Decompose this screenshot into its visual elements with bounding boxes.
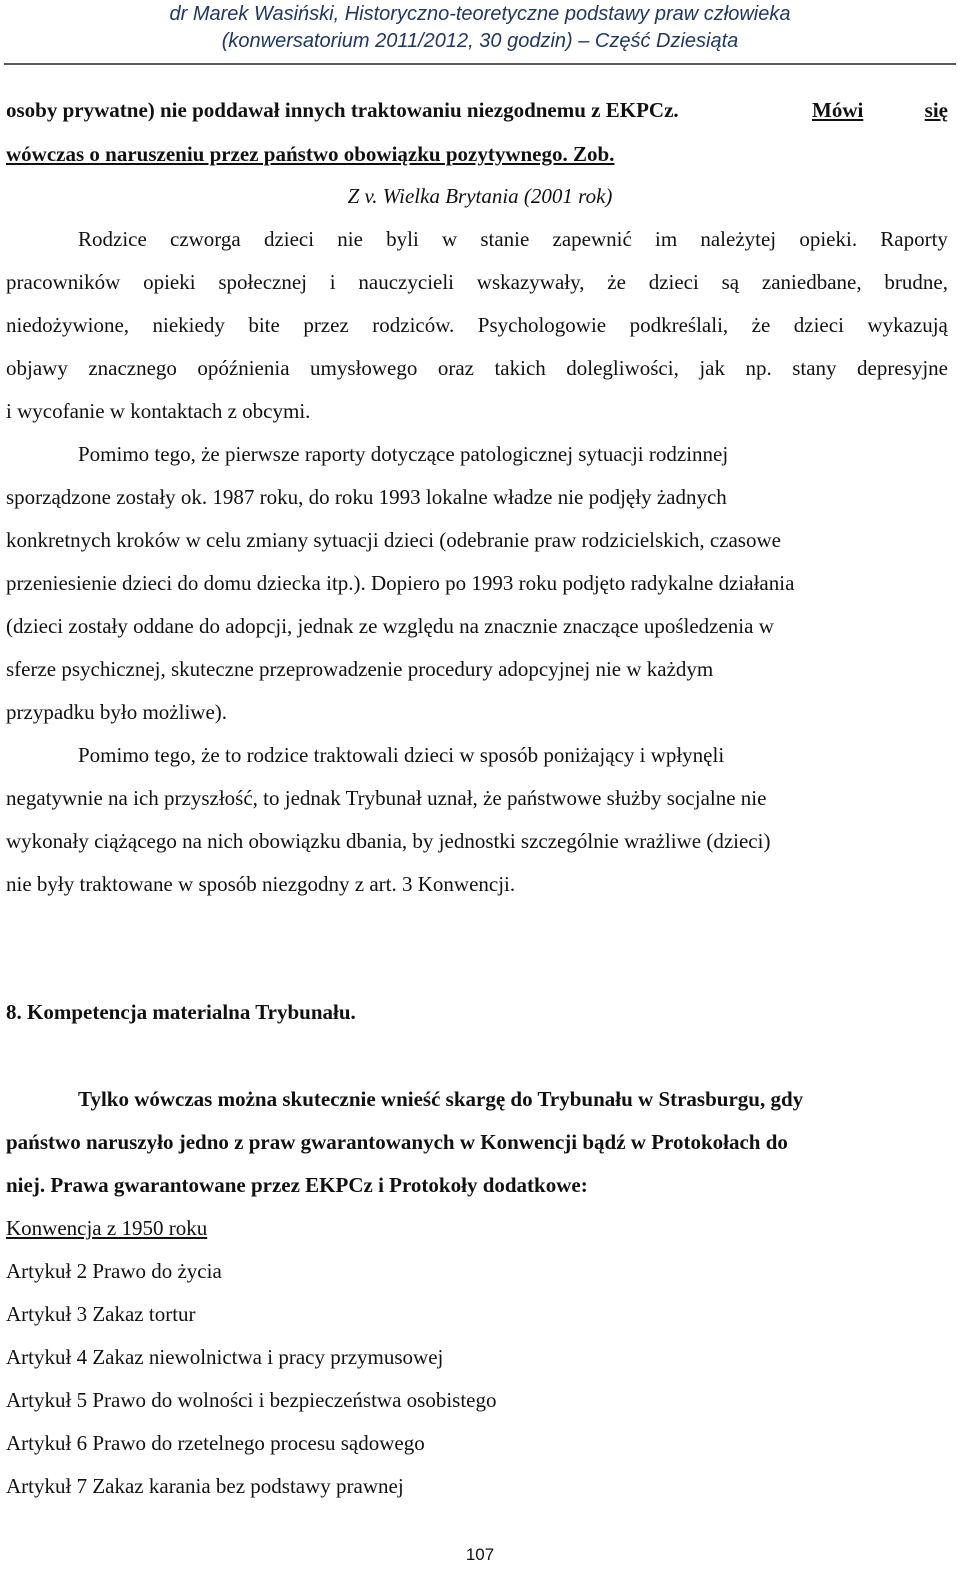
word: w bbox=[441, 227, 458, 251]
list-item: Artykuł 7 Zakaz karania bez podstawy prawnej bbox=[6, 1474, 404, 1498]
word: niedożywione, bbox=[6, 313, 130, 337]
word: im bbox=[654, 227, 678, 251]
word: zaniedbane, bbox=[761, 270, 862, 294]
word: i bbox=[329, 270, 336, 294]
header-line-2: (konwersatorium 2011/2012, 30 godzin) – Część Dziesiąta bbox=[221, 30, 739, 52]
text-line: Pomimo tego, że to rodzice traktowali dzieci w sposób poniżający i wpłynęli bbox=[78, 743, 725, 767]
word: Psychologowie bbox=[477, 313, 607, 337]
text-line bbox=[6, 268, 948, 296]
word: rodziców. bbox=[372, 313, 455, 337]
word: opieki bbox=[143, 270, 196, 294]
list-item: Artykuł 6 Prawo do rzetelnego procesu sądowego bbox=[6, 1431, 425, 1455]
section-heading: 8. Kompetencja materialna Trybunału. bbox=[6, 1000, 356, 1024]
word: społecznej bbox=[218, 270, 307, 294]
header-line-1: dr Marek Wasiński, Historyczno-teoretyczne podstawy praw człowieka bbox=[169, 3, 791, 25]
text-line: negatywnie na ich przyszłość, to jednak Trybunał uznał, że państwowe służby socjalne nie bbox=[6, 786, 767, 810]
word: umysłowego bbox=[310, 356, 418, 380]
word: dzieci bbox=[263, 227, 315, 251]
text-line: przeniesienie dzieci do domu dziecka itp.). Dopiero po 1993 roku podjęto radykalne działania bbox=[6, 571, 795, 595]
word: przez bbox=[303, 313, 349, 337]
word: dzieci bbox=[793, 313, 844, 337]
text-line: (dzieci zostały oddane do adopcji, jednak ze względu na znacznie znaczące upośledzenia w bbox=[6, 614, 774, 638]
word: takich bbox=[494, 356, 546, 380]
text-line bbox=[6, 96, 948, 124]
word: że bbox=[607, 270, 626, 294]
case-title: Z v. Wielka Brytania (2001 rok) bbox=[347, 184, 613, 208]
word: Raporty bbox=[880, 227, 948, 251]
word: brudne, bbox=[884, 270, 948, 294]
word: niekiedy bbox=[152, 313, 225, 337]
text-line: nie były traktowane w sposób niezgodny z art. 3 Konwencji. bbox=[6, 872, 516, 896]
page-number: 107 bbox=[465, 1545, 495, 1564]
text-fragment: osoby prywatne) nie poddawał innych traktowaniu niezgodnemu z EKPCz. bbox=[6, 98, 679, 122]
word: wskazywały, bbox=[476, 270, 585, 294]
word: wykazują bbox=[867, 313, 948, 337]
word: że bbox=[751, 313, 771, 337]
text-line: niej. Prawa gwarantowane przez EKPCz i Protokoły dodatkowe: bbox=[6, 1173, 588, 1197]
list-title: Konwencja z 1950 roku bbox=[6, 1216, 208, 1240]
word: bite bbox=[248, 313, 280, 337]
word: czworga bbox=[170, 227, 241, 251]
word: depresyjne bbox=[857, 356, 948, 380]
text-fragment-group bbox=[812, 96, 948, 124]
list-item: Artykuł 2 Prawo do życia bbox=[6, 1259, 222, 1283]
list-item: Artykuł 3 Zakaz tortur bbox=[6, 1302, 196, 1326]
word: objawy bbox=[6, 356, 68, 380]
word: zapewnić bbox=[552, 227, 632, 251]
word: pracowników bbox=[6, 270, 121, 294]
word: jak bbox=[699, 356, 725, 380]
text-line: państwo naruszyło jedno z praw gwarantowanych w Konwencji bądź w Protokołach do bbox=[6, 1130, 788, 1154]
text-fragment: Mówi bbox=[812, 98, 864, 122]
list-item: Artykuł 4 Zakaz niewolnictwa i pracy przymusowej bbox=[6, 1345, 444, 1369]
text-line bbox=[6, 225, 948, 253]
word: znacznego bbox=[88, 356, 177, 380]
word: stany bbox=[792, 356, 837, 380]
word: dzieci bbox=[648, 270, 699, 294]
word: nie bbox=[337, 227, 363, 251]
word: oraz bbox=[437, 356, 474, 380]
word: podkreślali, bbox=[629, 313, 729, 337]
text-line: sferze psychicznej, skuteczne przeprowadzenie procedury adopcyjnej nie w każdym bbox=[6, 657, 714, 681]
text-line bbox=[6, 311, 948, 339]
word: stanie bbox=[480, 227, 530, 251]
word: opóźnienia bbox=[197, 356, 290, 380]
word: należytej bbox=[700, 227, 777, 251]
list-item: Artykuł 5 Prawo do wolności i bezpieczeństwa osobistego bbox=[6, 1388, 497, 1412]
text-line: Tylko wówczas można skutecznie wnieść skargę do Trybunału w Strasburgu, gdy bbox=[78, 1087, 804, 1111]
word: byli bbox=[386, 227, 419, 251]
word: np. bbox=[745, 356, 772, 380]
text-line: przypadku było możliwe). bbox=[6, 700, 228, 724]
header-divider bbox=[4, 63, 956, 65]
text-line: konkretnych kroków w celu zmiany sytuacji dzieci (odebranie praw rodzicielskich, czasowe bbox=[6, 528, 781, 552]
word: opieki. bbox=[799, 227, 858, 251]
text-line: wykonały ciążącego na nich obowiązku dbania, by jednostki szczególnie wrażliwe (dzieci) bbox=[6, 829, 771, 853]
word: dolegliwości, bbox=[566, 356, 679, 380]
text-line: sporządzone zostały ok. 1987 roku, do roku 1993 lokalne władze nie podjęły żadnych bbox=[6, 485, 727, 509]
word: są bbox=[721, 270, 740, 294]
word: Rodzice bbox=[78, 227, 147, 251]
text-line: wówczas o naruszeniu przez państwo obowiązku pozytywnego. Zob. bbox=[6, 142, 615, 166]
text-line: Pomimo tego, że pierwsze raporty dotyczące patologicznej sytuacji rodzinnej bbox=[78, 442, 729, 466]
text-fragment: się bbox=[924, 98, 948, 122]
text-line: i wycofanie w kontaktach z obcymi. bbox=[6, 399, 311, 423]
word: nauczycieli bbox=[358, 270, 455, 294]
running-header bbox=[0, 0, 960, 62]
text-line bbox=[6, 354, 948, 382]
